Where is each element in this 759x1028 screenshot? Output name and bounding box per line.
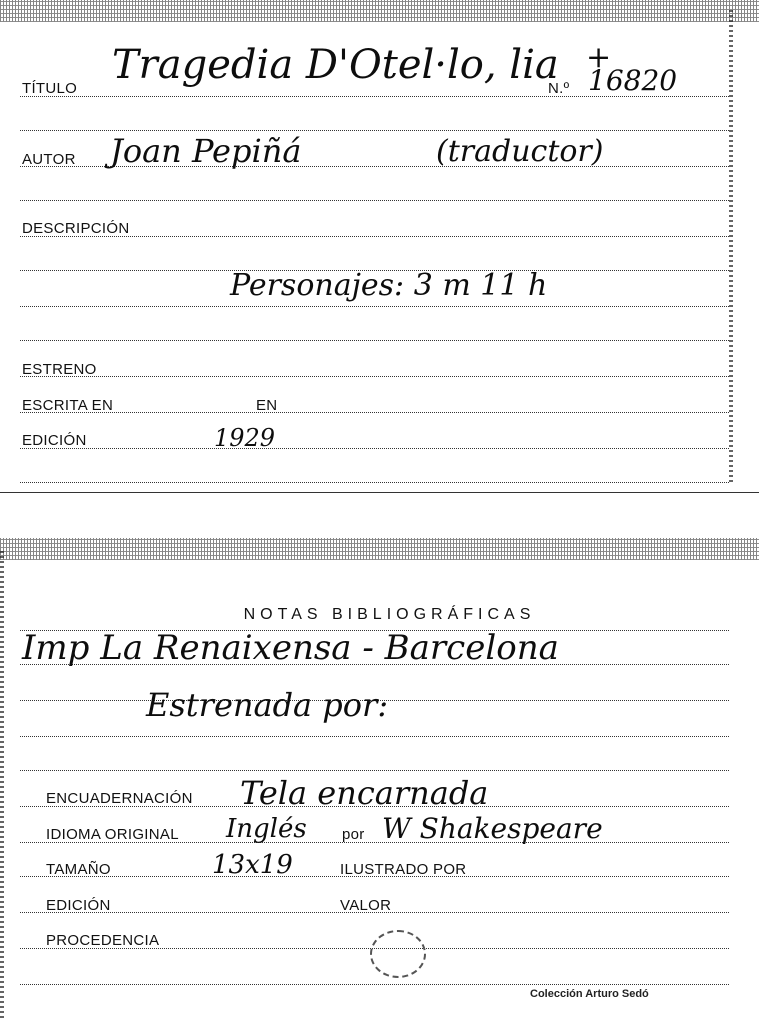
card-separator — [0, 492, 759, 493]
note-line-1: Imp La Renaixensa - Barcelona — [22, 628, 559, 668]
titulo-label: TÍTULO — [22, 80, 78, 97]
por-label: por — [342, 826, 365, 843]
rule-line — [20, 376, 729, 377]
numero-label: N.º — [548, 80, 570, 97]
edicion-label: EDICIÓN — [22, 432, 87, 449]
titulo-value: Tragedia D'Otel·lo, lia — [112, 42, 559, 88]
catalog-card-back — [0, 538, 759, 1028]
estreno-label: ESTRENO — [22, 361, 97, 378]
valor-label: VALOR — [340, 897, 392, 914]
autor-role: (traductor) — [436, 134, 604, 169]
rule-line — [20, 736, 729, 737]
encuadernacion-value: Tela encarnada — [240, 774, 489, 812]
descripcion-value: Personajes: 3 m 11 h — [230, 268, 548, 303]
catalog-card-front — [0, 0, 759, 492]
rule-line — [20, 448, 729, 449]
edicion-value: 1929 — [214, 424, 276, 452]
procedencia-label: PROCEDENCIA — [46, 932, 160, 949]
collection-credit: Colección Arturo Sedó — [530, 988, 649, 1000]
ilustrado-label: ILUSTRADO POR — [340, 861, 467, 878]
card-top-edge — [0, 538, 759, 560]
en-label: EN — [256, 397, 278, 414]
stamp-circle — [370, 930, 426, 978]
autor-label: AUTOR — [22, 151, 76, 168]
card-right-edge — [729, 10, 733, 482]
idioma-label: IDIOMA ORIGINAL — [46, 826, 179, 843]
por-value: W Shakespeare — [382, 812, 603, 845]
edicion-label: EDICIÓN — [46, 897, 111, 914]
rule-line — [20, 340, 729, 341]
rule-line — [20, 130, 729, 131]
encuadernacion-label: ENCUADERNACIÓN — [46, 790, 193, 807]
autor-value: Joan Pepiñá — [110, 132, 302, 170]
rule-line — [20, 200, 729, 201]
rule-line — [20, 482, 729, 483]
escrita-en-label: ESCRITA EN — [22, 397, 114, 414]
tamano-label: TAMAÑO — [46, 861, 111, 878]
rule-line — [20, 412, 729, 413]
notas-heading: NOTAS BIBLIOGRÁFICAS — [243, 606, 536, 623]
numero-mark: + — [586, 40, 612, 75]
numero-value: 16820 — [588, 64, 678, 97]
rule-line — [20, 306, 729, 307]
card-top-edge — [0, 0, 759, 22]
note-line-2: Estrenada por: — [146, 686, 389, 724]
rule-line — [20, 984, 729, 985]
tamano-value: 13x19 — [212, 850, 293, 880]
rule-line — [20, 770, 729, 771]
descripcion-label: DESCRIPCIÓN — [22, 220, 130, 237]
idioma-value: Inglés — [226, 814, 307, 844]
